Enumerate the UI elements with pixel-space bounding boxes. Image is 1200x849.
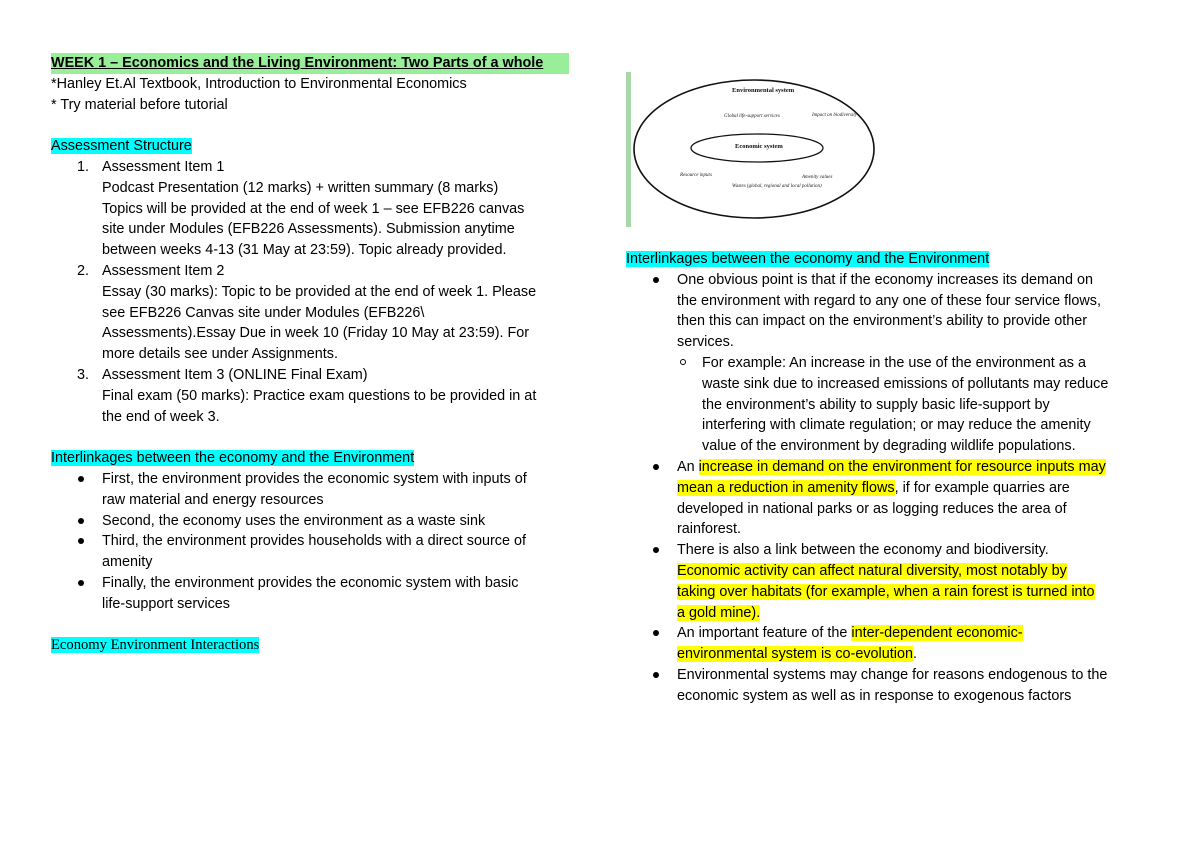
list-item (51, 573, 591, 615)
assessment-heading: Assessment Structure (51, 138, 192, 155)
page-title: WEEK 1 – Economics and the Living Environment: Two Parts of a whole (51, 53, 569, 74)
diagram-border-bar (626, 72, 631, 227)
bullet-icon (653, 464, 659, 470)
highlight-run: inter-dependent economic- (851, 625, 1023, 642)
list-item (51, 511, 591, 532)
item-line (677, 457, 1156, 478)
item-line: rainforest. (677, 521, 741, 538)
text-run: An important feature of the (677, 625, 852, 642)
bullet-icon (653, 277, 659, 283)
item-line (677, 603, 1156, 624)
left-column (51, 53, 591, 656)
item-line (677, 561, 1156, 582)
diagram-title: Environmental system (732, 87, 795, 94)
item-line: Third, the environment provides households with a direct source of (102, 533, 526, 550)
item-line: Environmental systems may change for reasons endogenous to the (677, 666, 1108, 683)
item-line: Second, the economy uses the environment as a waste sink (102, 512, 486, 529)
list-item (626, 540, 1156, 623)
list-item (51, 365, 591, 427)
list-item (626, 270, 1156, 457)
resource-label: Resource inputs (680, 173, 712, 178)
bullet-icon (78, 476, 84, 482)
wastes-label: Wastes (global, regional and local pollution) (732, 184, 822, 189)
item-line: Assessment Item 1 (102, 158, 225, 175)
right-column (626, 72, 1156, 707)
list-item (51, 261, 591, 365)
list-number: 3. (77, 366, 90, 383)
interlinkages-heading-right: Interlinkages between the economy and the Environment (626, 251, 990, 267)
bullet-icon (78, 518, 84, 524)
list-item (51, 469, 591, 511)
economic-label: Economic system (735, 143, 783, 150)
item-line: Podcast Presentation (12 marks) + written summary (8 marks) (102, 179, 499, 196)
bullet-icon (653, 547, 659, 553)
text-run: , if for example quarries are (894, 479, 1070, 496)
item-line (677, 644, 1156, 665)
list-number: 2. (77, 262, 90, 279)
highlight-run: increase in demand on the environment for resource inputs may (698, 458, 1106, 475)
highlight-run: a gold mine). (677, 604, 761, 621)
item-line: value of the environment by degrading wildlife populations. (702, 438, 1076, 455)
interlinkages-heading: Interlinkages between the economy and the Environment (51, 450, 415, 467)
global-label: Global life-support services (724, 114, 780, 119)
assessment-list (51, 157, 591, 427)
bullet-icon (78, 538, 84, 544)
reference-line: *Hanley Et.Al Textbook, Introduction to Environmental Economics (51, 75, 467, 92)
item-line: amenity (102, 554, 153, 571)
item-line: the environment’s ability to supply basic life-support by (702, 396, 1050, 413)
item-line: Assessments).Essay Due in week 10 (Friday 10 May at 23:59). For (102, 325, 530, 342)
list-item (626, 457, 1156, 540)
text-run: . (912, 646, 917, 663)
highlight-run: Economic activity can affect natural diversity, most notably by (677, 562, 1067, 579)
highlight-run: taking over habitats (for example, when a rain forest is turned into (677, 583, 1095, 600)
impact-label: Impact on biodiversity (812, 113, 857, 118)
item-line: developed in national parks or as logging reduces the area of (677, 500, 1067, 517)
item-line: Finally, the environment provides the economic system with basic (102, 574, 519, 591)
sub-list-item (677, 353, 1156, 457)
interlinkages-list (51, 469, 591, 615)
item-line: Topics will be provided at the end of week 1 – see EFB226 canvas (102, 200, 525, 217)
item-line (677, 478, 1156, 499)
diagram-figure (632, 72, 880, 227)
amenity-label: Amenity values (802, 175, 833, 180)
item-line: raw material and energy resources (102, 491, 324, 508)
item-line: services. (677, 334, 734, 351)
bullet-icon (653, 672, 659, 678)
item-line: economic system as well as in response to exogenous factors (677, 687, 1072, 704)
interactions-heading: Economy Environment Interactions (51, 637, 260, 654)
text-run: An (677, 458, 699, 475)
item-line: see EFB226 Canvas site under Modules (EFB226\ (102, 304, 425, 321)
list-item (51, 531, 591, 573)
item-line: For example: An increase in the use of the environment as a (702, 354, 1086, 371)
hollow-bullet-icon (680, 359, 686, 365)
environment-diagram (626, 72, 880, 227)
item-line (677, 623, 1156, 644)
sub-list (677, 353, 1156, 457)
item-line: waste sink due to increased emissions of pollutants may reduce (702, 375, 1109, 392)
bullet-icon (653, 630, 659, 636)
item-line: First, the environment provides the economic system with inputs of (102, 470, 527, 487)
item-line: the environment with regard to any one of these four service flows, (677, 292, 1101, 309)
item-line: site under Modules (EFB226 Assessments). Submission anytime (102, 221, 515, 238)
item-line: There is also a link between the economy and biodiversity. (677, 542, 1049, 559)
item-line: more details see under Assignments. (102, 346, 338, 363)
item-line: Final exam (50 marks): Practice exam questions to be provided in at (102, 387, 537, 404)
list-number: 1. (77, 158, 90, 175)
list-item (626, 665, 1156, 707)
list-item (626, 623, 1156, 665)
item-line: life-support services (102, 595, 230, 612)
right-bullet-list (626, 270, 1156, 707)
item-line: Essay (30 marks): Topic to be provided at the end of week 1. Please (102, 283, 537, 300)
highlight-run: environmental system is co-evolution (677, 646, 913, 663)
item-line: between weeks 4-13 (31 May at 23:59). Topic already provided. (102, 242, 507, 259)
list-item (51, 157, 591, 261)
item-line: Assessment Item 2 (102, 262, 225, 279)
highlight-run: mean a reduction in amenity flows (677, 479, 895, 496)
item-line: the end of week 3. (102, 408, 220, 425)
item-line: then this can impact on the environment’s ability to provide other (677, 313, 1088, 330)
item-line: Assessment Item 3 (ONLINE Final Exam) (102, 366, 368, 383)
reference-line: * Try material before tutorial (51, 96, 228, 113)
item-line (677, 582, 1156, 603)
bullet-icon (78, 580, 84, 586)
item-line: interfering with climate regulation; or may reduce the amenity (702, 417, 1091, 434)
item-line: One obvious point is that if the economy increases its demand on (677, 271, 1093, 288)
